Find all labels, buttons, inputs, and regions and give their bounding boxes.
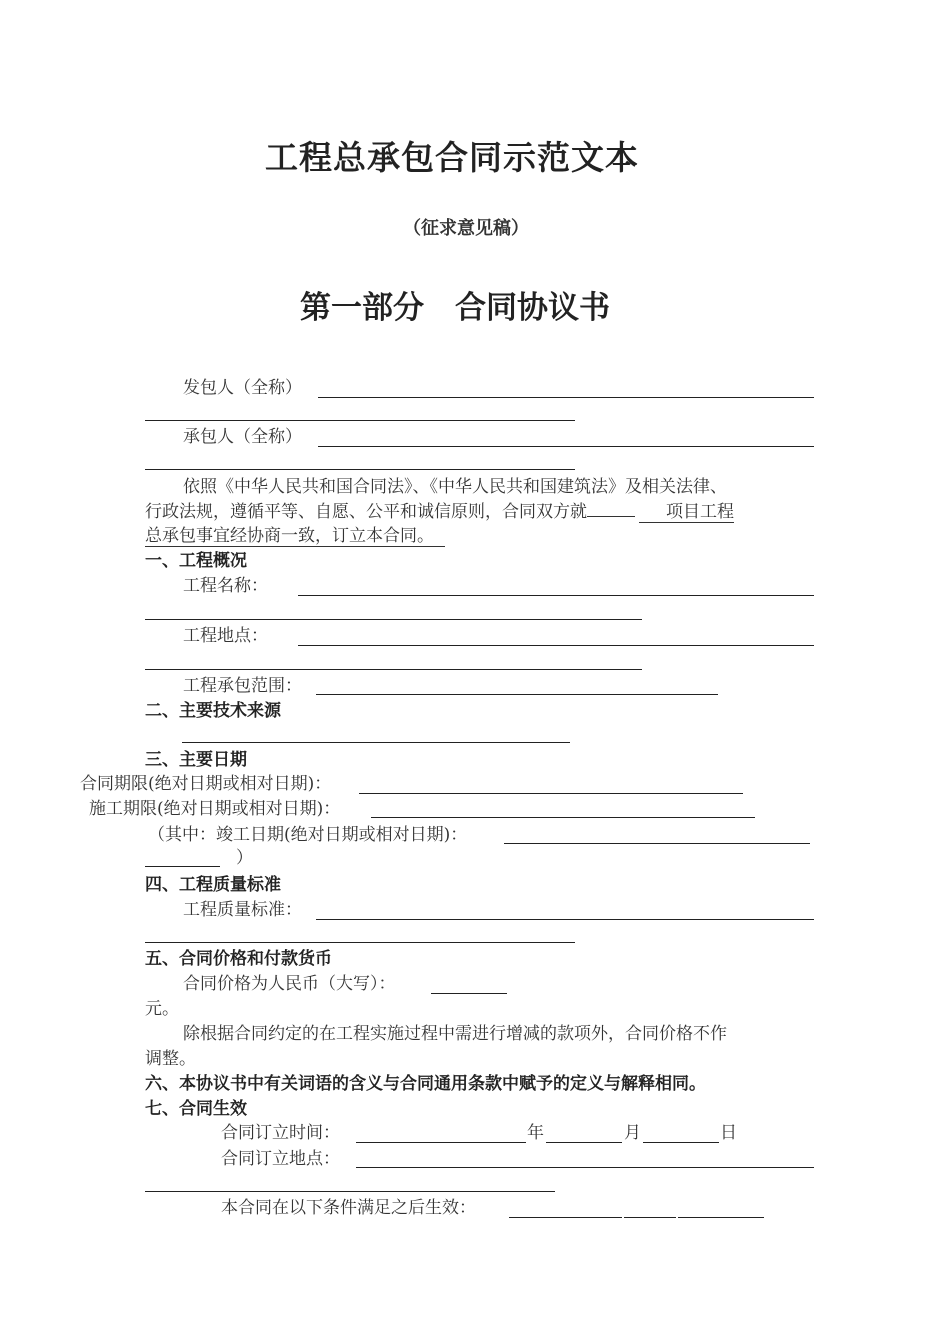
completion-date-field-line[interactable] xyxy=(504,843,810,844)
preamble-line-2 xyxy=(145,499,734,524)
sign-place-field-line-continued[interactable] xyxy=(145,1191,555,1192)
document-subtitle: （征求意见稿） xyxy=(403,218,529,239)
document-title: 工程总承包合同示范文本 xyxy=(265,138,639,177)
contractor-label: 承包人（全称） xyxy=(183,427,302,447)
year-label: 年 xyxy=(527,1123,544,1143)
sign-day-field-line[interactable] xyxy=(643,1142,719,1143)
contractor-field-line[interactable] xyxy=(318,446,814,447)
effective-conditions-label: 本合同在以下条件满足之后生效： xyxy=(221,1198,476,1218)
employer-field-line[interactable] xyxy=(318,397,814,398)
contractor-field-line-continued[interactable] xyxy=(145,469,575,470)
employer-field-line-continued[interactable] xyxy=(145,420,575,421)
section-7-heading: 七、合同生效 xyxy=(145,1099,247,1119)
sign-time-label: 合同订立时间： xyxy=(221,1123,340,1143)
preamble-project-text: 项目工程 xyxy=(666,502,735,522)
section-2-heading: 二、主要技术来源 xyxy=(145,701,281,721)
project-scope-field-line[interactable] xyxy=(316,694,718,695)
contract-period-field-line[interactable] xyxy=(359,793,743,794)
sign-year-field-line[interactable] xyxy=(356,1142,526,1143)
section-5-heading: 五、合同价格和付款货币 xyxy=(145,949,332,969)
project-name-field-line[interactable] xyxy=(298,595,814,596)
sign-place-label: 合同订立地点： xyxy=(221,1149,340,1169)
effective-condition-field-line-2[interactable] xyxy=(624,1217,676,1218)
sign-place-field-line[interactable] xyxy=(356,1167,814,1168)
contract-price-label: 合同价格为人民币（大写）： xyxy=(183,974,396,994)
part-title: 第一部分 合同协议书 xyxy=(300,290,610,326)
employer-label: 发包人（全称） xyxy=(183,378,302,398)
completion-close-paren: ） xyxy=(236,848,253,868)
completion-date-field-line-continued[interactable] xyxy=(145,866,220,867)
quality-standard-field-line-continued[interactable] xyxy=(145,942,575,943)
section-1-heading: 一、工程概况 xyxy=(145,551,247,571)
quality-standard-label: 工程质量标准： xyxy=(183,900,302,920)
project-name-field-line-continued[interactable] xyxy=(145,619,642,620)
effective-condition-field-line-3[interactable] xyxy=(678,1217,764,1218)
project-scope-label: 工程承包范围： xyxy=(183,676,302,696)
section-4-heading: 四、工程质量标准 xyxy=(145,875,281,895)
quality-standard-field-line[interactable] xyxy=(316,919,814,920)
project-location-field-line[interactable] xyxy=(298,645,814,646)
section-3-heading: 三、主要日期 xyxy=(145,750,247,770)
contract-price-field-line[interactable] xyxy=(431,993,507,994)
project-blank[interactable] xyxy=(587,499,635,517)
preamble-line-1: 依照《中华人民共和国合同法》、《中华人民共和国建筑法》及相关法律、 xyxy=(183,477,727,497)
currency-yuan: 元。 xyxy=(145,999,179,1019)
effective-condition-field-line-1[interactable] xyxy=(509,1217,622,1218)
price-adjustment-line-2: 调整。 xyxy=(145,1049,196,1069)
project-location-label: 工程地点： xyxy=(183,626,268,646)
section-6-heading: 六、本协议书中有关词语的含义与合同通用条款中赋予的定义与解释相同。 xyxy=(145,1074,706,1094)
preamble-line-2-text: 行政法规，遵循平等、自愿、公平和诚信原则，合同双方就 xyxy=(145,502,587,522)
sign-month-field-line[interactable] xyxy=(546,1142,622,1143)
preamble-line-3-text: 总承包事宜经协商一致，订立本合同。 xyxy=(145,526,434,546)
technology-source-field-line[interactable] xyxy=(182,742,570,743)
project-name-label: 工程名称： xyxy=(183,576,268,596)
month-label: 月 xyxy=(624,1123,641,1143)
project-location-field-line-continued[interactable] xyxy=(145,669,642,670)
day-label: 日 xyxy=(720,1123,737,1143)
contract-period-label: 合同期限(绝对日期或相对日期)： xyxy=(80,774,332,794)
completion-date-label: （其中：竣工日期(绝对日期或相对日期)： xyxy=(148,825,468,845)
construction-period-field-line[interactable] xyxy=(371,817,755,818)
price-adjustment-line-1: 除根据合同约定的在工程实施过程中需进行增减的款项外，合同价格不作 xyxy=(183,1024,727,1044)
preamble-line-3 xyxy=(145,524,445,548)
construction-period-label: 施工期限(绝对日期或相对日期)： xyxy=(89,799,341,819)
